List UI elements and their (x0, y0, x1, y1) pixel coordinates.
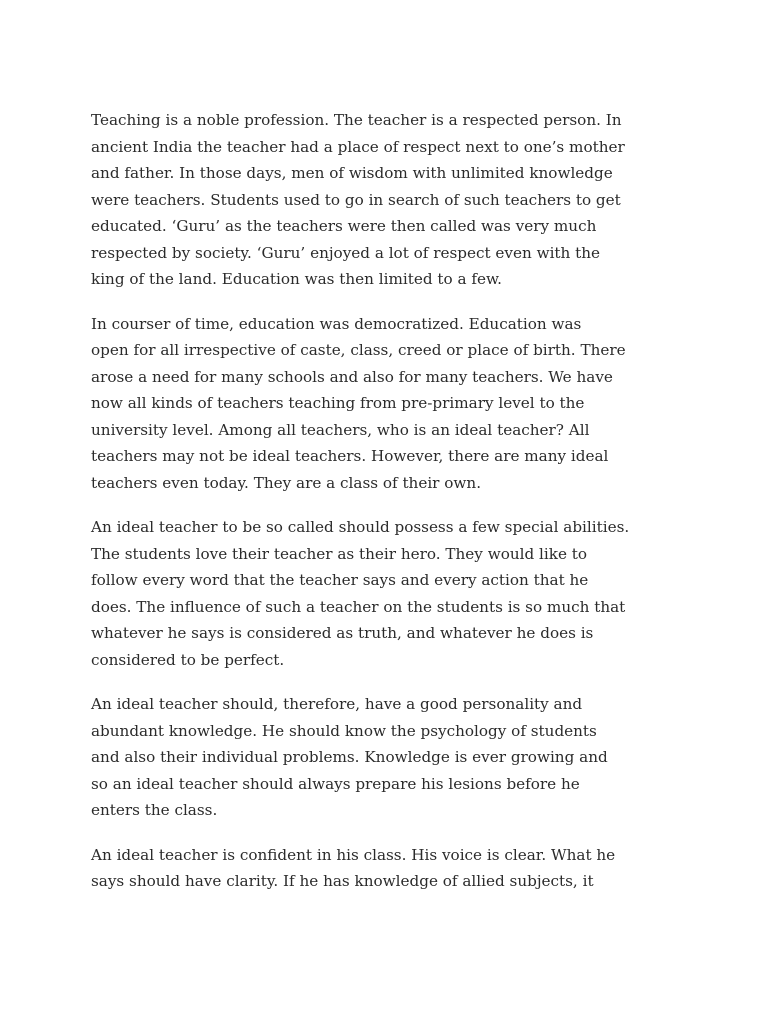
paragraph-5 (91, 842, 691, 895)
paragraph-4 (91, 691, 691, 824)
text-line: were teachers. Students used to go in search of such teachers to get (91, 190, 621, 209)
paragraph-3 (91, 514, 691, 673)
text-line: The students love their teacher as their hero. They would like to (91, 544, 588, 563)
text-line: enters the class. (91, 801, 218, 819)
text-line: educated. ‘Guru’ as the teachers were then called was very much (91, 217, 597, 235)
document-page (91, 107, 691, 913)
text-line: teachers even today. They are a class of their own. (91, 473, 482, 492)
text-line: abundant knowledge. He should know the psychology of students (91, 721, 597, 740)
paragraph-2 (91, 311, 691, 497)
text-line: An ideal teacher to be so called should possess a few special abilities. (91, 518, 630, 536)
text-line: whatever he says is considered as truth, and whatever he does is (91, 624, 594, 642)
text-line: and also their individual problems. Knowledge is ever growing and (91, 748, 608, 766)
text-line: teachers may not be ideal teachers. However, there are many ideal (91, 447, 609, 465)
text-line: does. The influence of such a teacher on the students is so much that (91, 597, 626, 616)
text-line: follow every word that the teacher says and every action that he (91, 571, 589, 589)
text-line: open for all irrespective of caste, class, creed or place of birth. There (91, 341, 626, 359)
text-line: Teaching is a noble profession. The teacher is a respected person. In (91, 111, 622, 129)
text-line: In courser of time, education was democratized. Education was (91, 314, 582, 333)
text-line: and father. In those days, men of wisdom with unlimited knowledge (91, 164, 613, 182)
text-line: respected by society. ‘Guru’ enjoyed a lot of respect even with the (91, 243, 601, 262)
text-line: now all kinds of teachers teaching from pre-primary level to the (91, 394, 585, 412)
text-line: ancient India the teacher had a place of respect next to one’s mother (91, 137, 625, 156)
text-line: university level. Among all teachers, who is an ideal teacher? All (91, 420, 590, 439)
text-line: An ideal teacher is confident in his class. His voice is clear. What he (91, 845, 616, 864)
text-line: An ideal teacher should, therefore, have a good personality and (91, 695, 583, 713)
text-line: arose a need for many schools and also for many teachers. We have (91, 367, 613, 386)
text-line: so an ideal teacher should always prepare his lesions before he (91, 774, 580, 793)
text-line: says should have clarity. If he has knowledge of allied subjects, it (91, 872, 594, 890)
text-line: king of the land. Education was then limited to a few. (91, 270, 502, 288)
paragraph-1 (91, 107, 691, 293)
text-line: considered to be perfect. (91, 650, 285, 669)
